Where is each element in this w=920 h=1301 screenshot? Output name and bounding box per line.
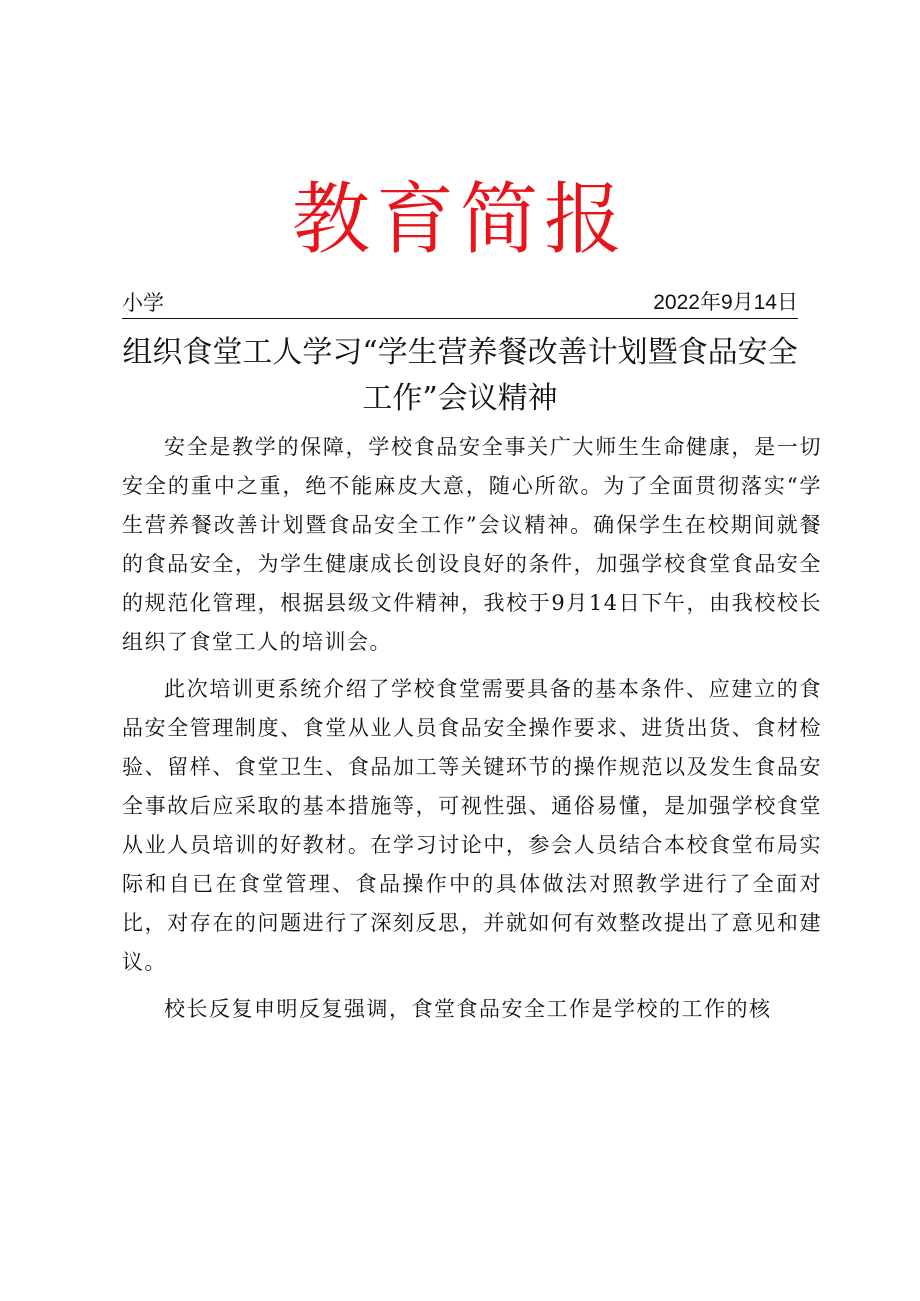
- paragraph: 此次培训更系统介绍了学校食堂需要具备的基本条件、应建立的食品安全管理制度、食堂从业人员食品安全操作要求、进货出货、食材检验、留样、食堂卫生、食品加工等关键环节的操作规范以及发生食品安全事故后应采取的基本措施等，可视性强、通俗易懂，是加强学校食堂从业人员培训的好教材。在学习讨论中，参会人员结合本校食堂布局实际和自已在食堂管理、食品操作中的具体做法对照教学进行了全面对比，对存在的问题进行了深刻反思，并就如何有效整改提出了意见和建议。: [122, 677, 822, 974]
- newsletter-masthead: 教育简报: [291, 175, 628, 265]
- paragraph: 校长反复申明反复强调，食堂食品安全工作是学校的工作的核: [164, 997, 772, 1021]
- article-title: 组织食堂工人学习“学生营养餐改善计划暨食品安全工作”会议精神: [122, 335, 798, 416]
- dateline: [122, 288, 798, 319]
- issue-date: 2022年9月14日: [653, 291, 798, 314]
- school-name: 小学: [122, 291, 164, 315]
- article-body: [122, 428, 822, 1029]
- paragraph: 安全是教学的保障，学校食品安全事关广大师生生命健康，是一切安全的重中之重，绝不能麻皮大意，随心所欲。为了全面贯彻落实“学生营养餐改善计划暨食品安全工作”会议精神。确保学生在校期间就餐的食品安全，为学生健康成长创设良好的条件，加强学校食堂食品安全的规范化管理，根据县级文件精神，我校于9月14日下午，由我校校长组织了食堂工人的培训会。: [122, 435, 822, 654]
